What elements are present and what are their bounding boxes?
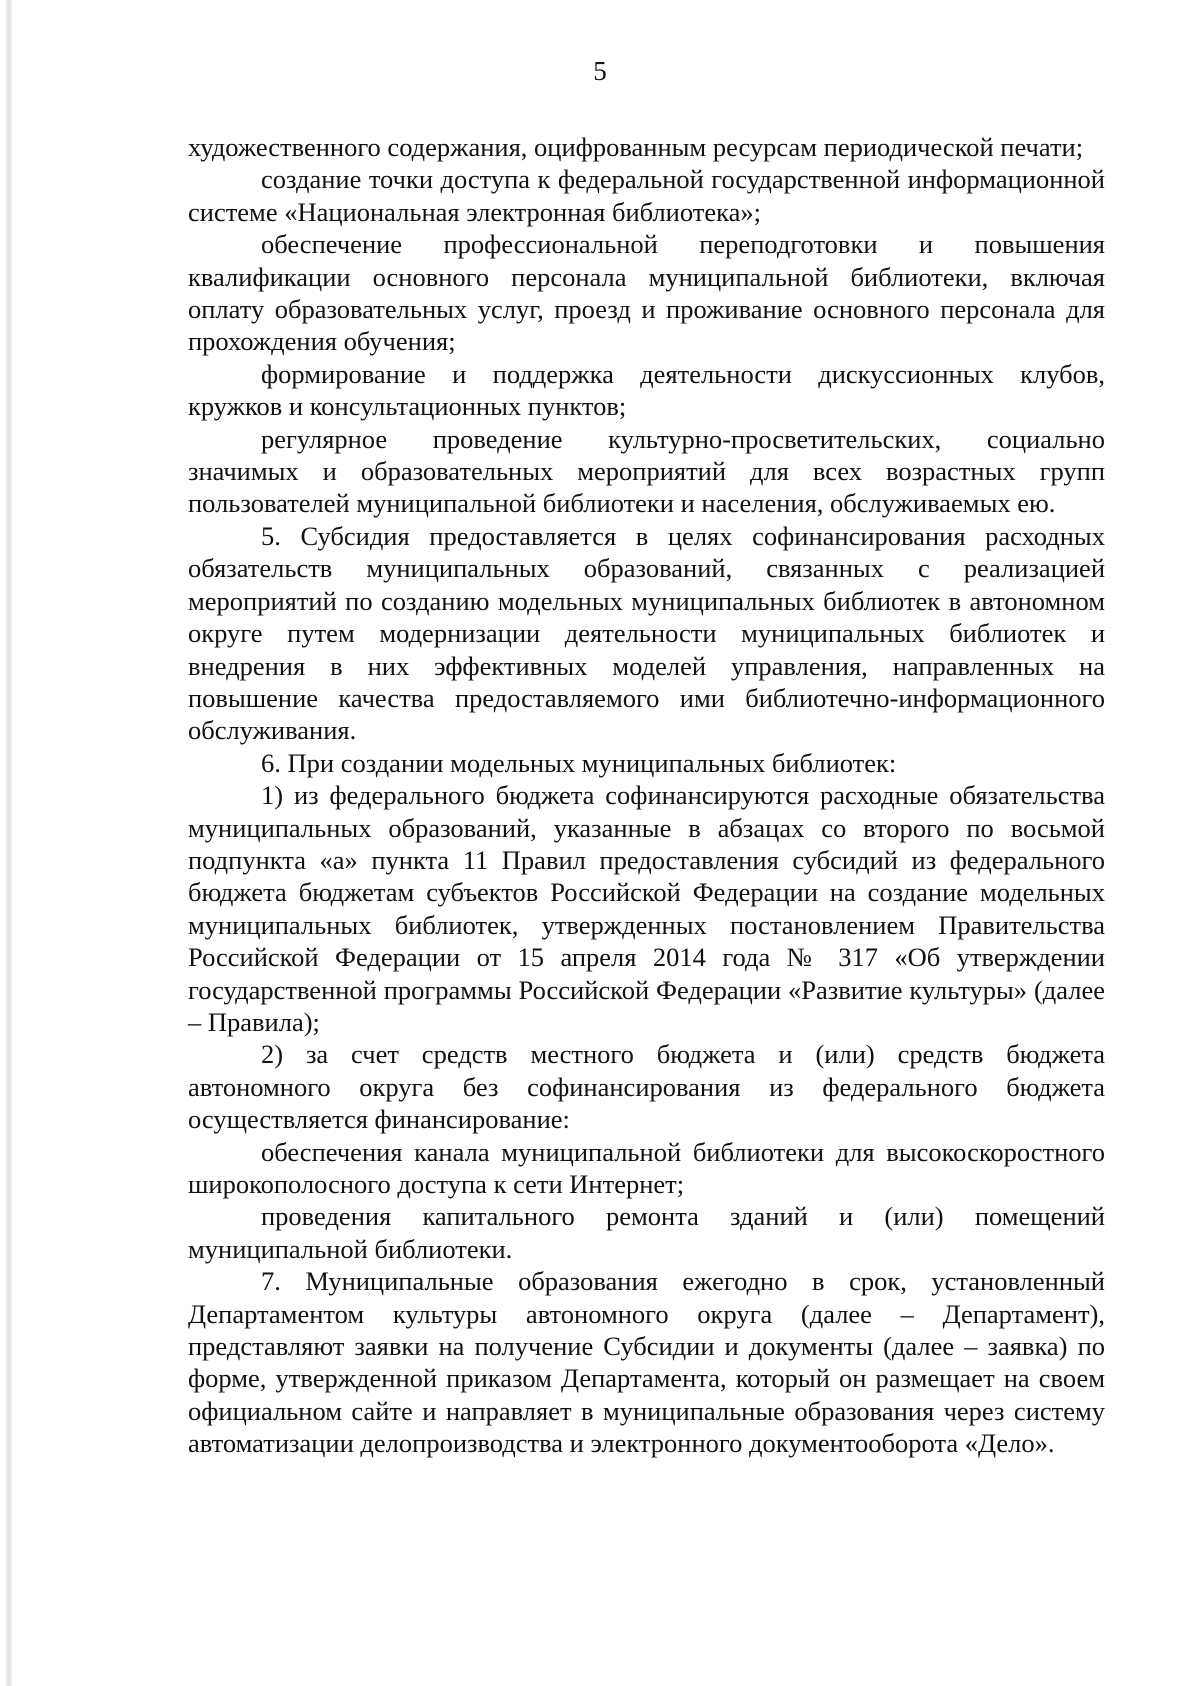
- paragraph-staff-training: обеспечение профессиональной переподготовки и повышения квалификации основного персонала муниципальной библиотеки, включая оплату образовательных услуг, проезд и проживание основного персонала для прохождения обучения;: [188, 229, 1105, 357]
- paragraph-item-6: 6. При создании модельных муниципальных библиотек:: [261, 747, 897, 778]
- paragraph-cultural-events: регулярное проведение культурно-просветительских, социально значимых и образовательных мероприятий для всех возрастных групп пользователей муниципальной библиотеки и населения, обслуживаемых ею.: [188, 423, 1105, 519]
- paragraph-item-6-2: 2) за счет средств местного бюджета и (или) средств бюджета автономного округа без софинансирования из федерального бюджета осуществляется финансирование:: [188, 1039, 1105, 1135]
- paragraph-discussion-clubs: формирование и поддержка деятельности дискуссионных клубов, кружков и консультационных пунктов;: [188, 358, 1105, 422]
- page-number: 5: [593, 56, 607, 86]
- paragraph-item-6-1: 1) из федерального бюджета софинансируются расходные обязательства муниципальных образований, указанные в абзацах со второго по восьмой подпункта «а» пункта 11 Правил предоставления субсидий из федерального бюджета бюджетам субъектов Российской Федерации на создание модельных муниципальных библиотек, утвержденных постановлением Правительства Российской Федерации от 15 апреля 2014 года № 317 «Об утверждении государственной программы Российской Федерации «Развитие культуры» (далее – Правила);: [188, 780, 1105, 1037]
- paragraph-access-point: создание точки доступа к федеральной государственной информационной системе «Национальная электронная библиотека»;: [188, 164, 1105, 227]
- document-body: [188, 131, 1105, 1460]
- paragraph-item-5: 5. Субсидия предоставляется в целях софинансирования расходных обязательств муниципальных образований, связанных с реализацией мероприятий по созданию модельных муниципальных библиотек в автономном округе путем модернизации деятельности муниципальных библиотек и внедрения в них эффективных моделей управления, направленных на повышение качества предоставляемого ими библиотечно-информационного обслуживания.: [188, 520, 1105, 746]
- scan-edge-shadow: [6, 0, 12, 1686]
- paragraph-capital-repair: проведения капитального ремонта зданий и (или) помещений муниципальной библиотеки.: [188, 1201, 1105, 1264]
- paragraph-continuation: художественного содержания, оцифрованным ресурсам периодической печати;: [188, 132, 1084, 162]
- paragraph-internet-channel: обеспечения канала муниципальной библиотеки для высокоскоростного широкополосного доступа к сети Интернет;: [188, 1136, 1105, 1199]
- paragraph-item-7: 7. Муниципальные образования ежегодно в срок, установленный Департаментом культуры автономного округа (далее – Департамент), представляют заявки на получение Субсидии и документы (далее – заявка) по форме, утвержденной приказом Департамента, который он размещает на своем официальном сайте и направляет в муниципальные образования через систему автоматизации делопроизводства и электронного документооборота «Дело».: [188, 1266, 1105, 1459]
